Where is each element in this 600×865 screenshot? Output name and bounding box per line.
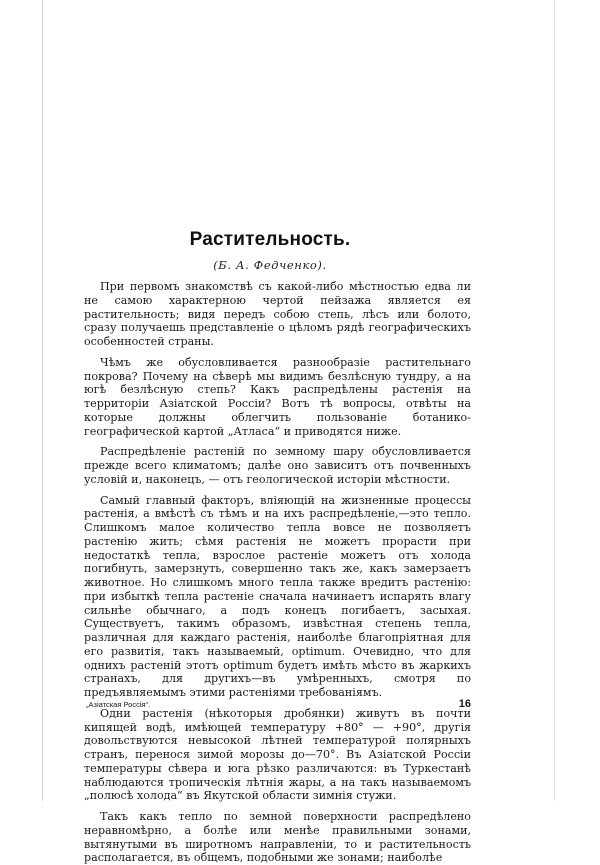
paragraph: При первомъ знакомствѣ съ какой-либо мѣстностью едва ли не самою характерною чертой пейзажа является ея растительность; видя передъ собою степь, лѣсъ или болото, сразу получаешь представленіе о цѣломъ рядѣ географическихъ особенностей страны.	[84, 280, 471, 348]
page-number: 16	[458, 698, 471, 710]
footer-source: „Азіатская Россія“.	[86, 700, 151, 709]
paragraph: Такъ какъ тепло по земной поверхности распредѣлено неравномѣрно, а болѣе или менѣе правильными зонами, вытянутыми въ широтномъ направленіи, то и растительность располагается, въ общемъ, подобными же зонами; наиболѣе	[84, 810, 471, 865]
page-footer	[82, 698, 477, 714]
paragraph: Самый главный факторъ, вліяющій на жизненные процессы растенія, а вмѣстѣ съ тѣмъ и на ихъ распредѣленіе,—это тепло. Слишкомъ малое количество тепла вовсе не позволяетъ растенію жить; сѣмя растенія не можетъ прорасти при недостаткѣ тепла, взрослое растеніе можетъ отъ холода погибнуть, замерзнуть, совершенно такъ же, какъ замерзаетъ животное. Но слишкомъ много тепла также вредитъ растенію: при избыткѣ тепла растеніе сначала начинаетъ испарять влагу сильнѣе обычнаго, а подъ конецъ погибаетъ, засыхая. Существуетъ, такимъ образомъ, извѣстная степень тепла, различная для каждаго растенія, наиболѣе благопріятная для его развитія, такъ называемый, optimum. Очевидно, что для однихъ растеній этотъ optimum будетъ имѣть мѣсто въ жаркихъ странахъ, для другихъ—въ умѣренныхъ, смотря по предъявляемымъ этими растеніями требованіямъ.	[84, 493, 471, 699]
article-title: Растительность.	[189, 229, 351, 250]
article-author: (Б. А. Федченко).	[213, 258, 327, 272]
paragraph: Одни растенія (нѣкоторыя дробянки) живутъ въ почти кипящей водѣ, имѣющей температуру +80° — +90°, другія довольствуются невысокой лѣтней температурой полярныхъ странъ, перенося зимой морозы до—70°. Въ Азіатской Россіи температуры сѣвера и юга рѣзко различаются: въ Туркестанѣ наблюдаются тропическія лѣтнія жары, а на такъ называемомъ „полюсѣ холода“ въ Якутской области зимнія стужи.	[84, 706, 471, 803]
article-body	[84, 280, 471, 865]
paragraph: Чѣмъ же обусловливается разнообразіе растительнаго покрова? Почему на сѣверѣ мы видимъ безлѣсную тундру, а на югѣ безлѣсную степь? Какъ распредѣлены растенія на территоріи Азіатской Россіи? Вотъ тѣ вопросы, отвѣты на которые должны облегчить пользованіе ботанико-географической картой „Атласа“ и приводятся ниже.	[84, 355, 471, 438]
paragraph: Распредѣленіе растеній по земному шару обусловливается прежде всего климатомъ; далѣе оно зависитъ отъ почвенныхъ условій и, наконецъ, — отъ геологической исторіи мѣстности.	[84, 445, 471, 486]
